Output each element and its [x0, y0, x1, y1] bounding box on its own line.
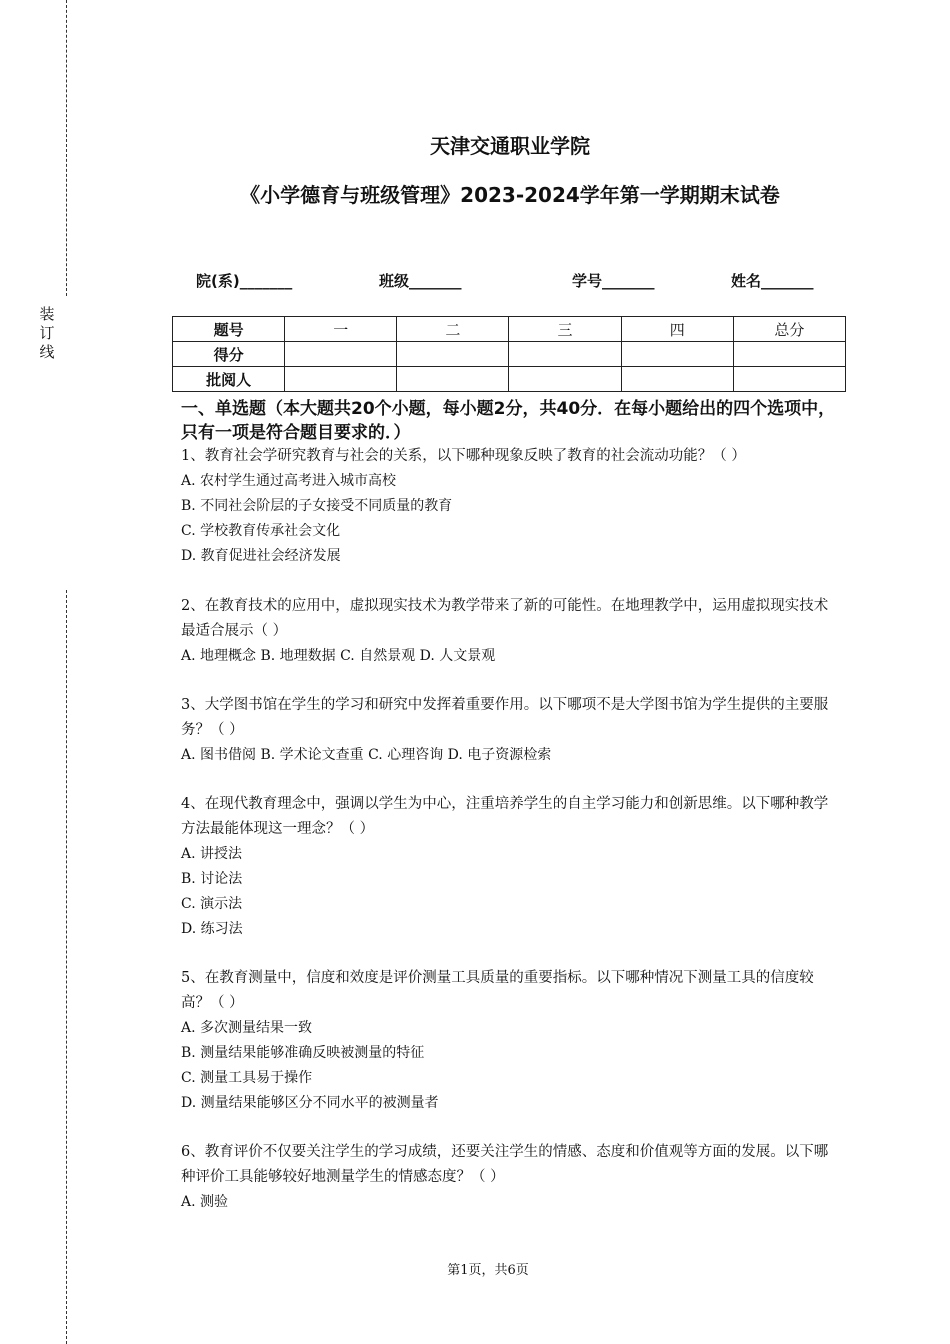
question-6: [181, 1140, 841, 1215]
grader-cell: [733, 367, 845, 392]
question-option: C. 学校教育传承社会文化: [181, 523, 341, 539]
class-field: 班级_______: [379, 272, 462, 290]
score-table-header-cell: 三: [509, 317, 621, 342]
question-option: B. 不同社会阶层的子女接受不同质量的教育: [181, 498, 453, 514]
question-option: A. 讲授法: [181, 846, 243, 862]
grader-row-label: 批阅人: [173, 367, 285, 392]
score-cell: [621, 342, 733, 367]
score-cell: [397, 342, 509, 367]
department-field: 院(系)_______: [196, 272, 293, 290]
binding-label: 装订线: [39, 305, 55, 361]
question-option: B. 测量结果能够准确反映被测量的特征: [181, 1045, 425, 1061]
question-option: C. 演示法: [181, 896, 243, 912]
question-option: C. 测量工具易于操作: [181, 1070, 313, 1086]
section-heading: 一、单选题（本大题共20个小题，每小题2分，共40分．在每小题给出的四个选项中，只有一项是符合题目要求的．）: [181, 399, 836, 443]
grader-cell: [397, 367, 509, 392]
grader-cell: [509, 367, 621, 392]
grader-cell: [285, 367, 397, 392]
question-stem: 3、大学图书馆在学生的学习和研究中发挥着重要作用。以下哪项不是大学图书馆为学生提供的主要服务？（ ）: [181, 697, 829, 738]
grader-cell: [621, 367, 733, 392]
question-option: D. 练习法: [181, 921, 243, 937]
score-table-header-cell: 四: [621, 317, 733, 342]
question-option: A. 测验: [181, 1194, 229, 1210]
score-table-header-cell: 题号: [173, 317, 285, 342]
question-stem: 1、教育社会学研究教育与社会的关系，以下哪种现象反映了教育的社会流动功能？（ ）: [181, 448, 746, 464]
question-2: [181, 594, 841, 669]
score-cell: [733, 342, 845, 367]
school-title: 天津交通职业学院: [430, 134, 590, 158]
page-number: 第1页，共6页: [447, 1263, 529, 1278]
question-option: A. 地理概念 B. 地理数据 C. 自然景观 D. 人文景观: [181, 648, 496, 664]
score-table-header-cell: 一: [285, 317, 397, 342]
name-field: 姓名_______: [731, 272, 814, 290]
question-4: [181, 792, 841, 942]
score-table-header-cell: 二: [397, 317, 509, 342]
question-option: A. 多次测量结果一致: [181, 1020, 313, 1036]
question-1: [181, 444, 841, 569]
question-stem: 4、在现代教育理念中，强调以学生为中心，注重培养学生的自主学习能力和创新思维。以下哪种教学方法最能体现这一理念？（ ）: [181, 796, 829, 837]
student-id-field: 学号_______: [572, 272, 655, 290]
question-stem: 6、教育评价不仅要关注学生的学习成绩，还要关注学生的情感、态度和价值观等方面的发展。以下哪种评价工具能够较好地测量学生的情感态度？（ ）: [181, 1144, 829, 1185]
score-table-header-cell: 总分: [733, 317, 845, 342]
score-row: [173, 342, 846, 367]
exam-title: 《小学德育与班级管理》2023-2024学年第一学期期末试卷: [240, 183, 780, 207]
binding-dashed-line-top: [66, 0, 67, 296]
question-stem: 5、在教育测量中，信度和效度是评价测量工具质量的重要指标。以下哪种情况下测量工具的信度较高？（ ）: [181, 970, 814, 1011]
question-option: B. 讨论法: [181, 871, 243, 887]
binding-dashed-line-bottom: [66, 590, 67, 1344]
score-table-header-row: [173, 317, 846, 342]
score-cell: [285, 342, 397, 367]
question-option: A. 图书借阅 B. 学术论文查重 C. 心理咨询 D. 电子资源检索: [181, 747, 552, 763]
question-5: [181, 966, 841, 1116]
question-option: A. 农村学生通过高考进入城市高校: [181, 473, 397, 489]
grader-row: [173, 367, 846, 392]
student-info-row: [196, 270, 836, 292]
score-table: [172, 316, 846, 392]
question-3: [181, 693, 841, 768]
score-cell: [509, 342, 621, 367]
question-option: D. 测量结果能够区分不同水平的被测量者: [181, 1095, 439, 1111]
question-stem: 2、在教育技术的应用中，虚拟现实技术为教学带来了新的可能性。在地理教学中，运用虚拟现实技术最适合展示（ ）: [181, 598, 829, 639]
question-option: D. 教育促进社会经济发展: [181, 548, 341, 564]
score-row-label: 得分: [173, 342, 285, 367]
